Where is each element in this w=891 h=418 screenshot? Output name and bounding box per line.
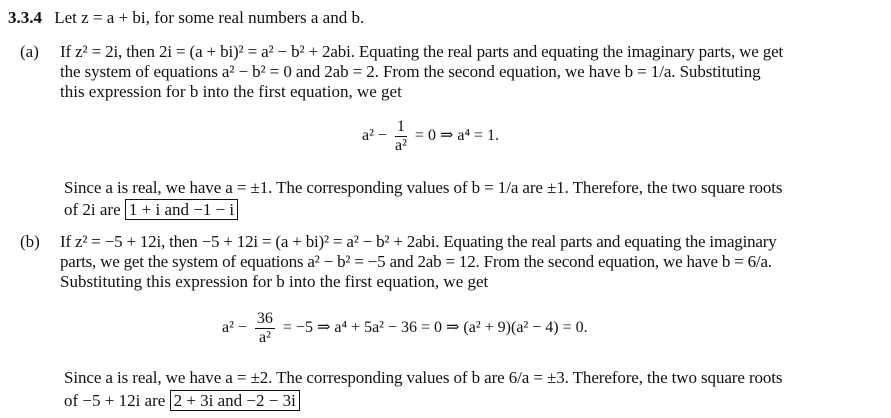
part-b-eq-rhs: = −5 ⇒ a⁴ + 5a² − 36 = 0 ⇒ (a² + 9)(a² − 4) = 0.: [282, 319, 588, 337]
part-a-fraction-denominator: a²: [394, 137, 407, 154]
part-a-fraction-numerator: 1: [396, 118, 405, 135]
part-b-fraction-numerator: 36: [256, 310, 273, 327]
part-b-conclusion-prefix: of −5 + 12i are: [64, 391, 166, 410]
part-a-line-2: the system of equations a² − b² = 0 and 2ab = 2. From the second equation, we have b = 1/a. Substituting: [60, 62, 761, 81]
part-b-label: (b): [20, 232, 40, 251]
part-a-line-1: If z² = 2i, then 2i = (a + bi)² = a² − b² + 2abi. Equating the real parts and equating the imaginary parts, we get: [60, 42, 784, 61]
part-a-conclusion-2: [64, 200, 238, 220]
part-a-equation: [362, 118, 499, 155]
part-b-answer-box: 2 + 3i and −2 − 3i: [170, 390, 300, 411]
problem-header: [8, 8, 364, 28]
part-b-conclusion-2: [64, 391, 300, 411]
part-b-eq-lhs: a² −: [222, 319, 247, 337]
problem-number: 3.3.4: [8, 8, 42, 27]
part-a-fraction: [395, 118, 407, 155]
part-a-line-3: this expression for b into the first equation, we get: [60, 82, 402, 101]
part-b-fraction-denominator: a²: [258, 329, 271, 346]
part-b-line-1: If z² = −5 + 12i, then −5 + 12i = (a + bi)² = a² − b² + 2abi. Equating the real parts and equating the imaginary: [60, 232, 777, 251]
part-a-label: (a): [20, 42, 39, 61]
part-b-conclusion-1: Since a is real, we have a = ±2. The corresponding values of b are 6/a = ±3. Therefore, the two square roots: [64, 368, 783, 387]
part-b-line-2: parts, we get the system of equations a² − b² = −5 and 2ab = 12. From the second equation, we have b = 6/a.: [60, 252, 772, 271]
part-b-fraction: [255, 310, 275, 347]
part-b-line-3: Substituting this expression for b into the first equation, we get: [60, 272, 489, 291]
part-a-conclusion-1: Since a is real, we have a = ±1. The corresponding values of b = 1/a are ±1. Therefore, the two square roots: [64, 178, 783, 197]
part-a-answer-box: 1 + i and −1 − i: [125, 199, 238, 220]
part-a-eq-lhs: a² −: [362, 127, 387, 145]
part-a-eq-rhs: = 0 ⇒ a⁴ = 1.: [414, 127, 500, 145]
problem-intro: Let z = a + bi, for some real numbers a and b.: [54, 8, 365, 27]
part-b-equation: [222, 310, 588, 347]
part-a-conclusion-prefix: of 2i are: [64, 200, 121, 219]
